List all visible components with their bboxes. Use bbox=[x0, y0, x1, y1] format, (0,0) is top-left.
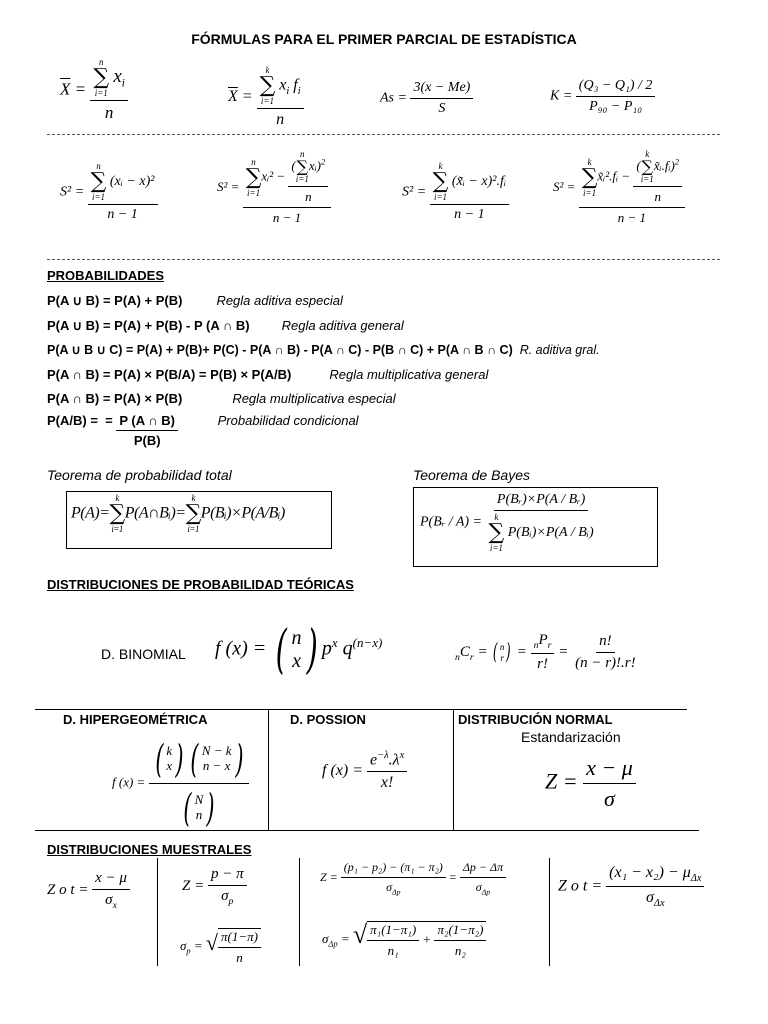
variance-formula-2: S² = n ∑ i=1 xᵢ² − ( n ∑ i=1 xᵢ)$^2$ n n − 1 bbox=[217, 150, 331, 226]
variance-formula-4: S² = k ∑ i=1 x̃ᵢ².fᵢ − ( k ∑ i=1 x̃ᵢ.fᵢ)$^2$ n n − 1 bbox=[553, 150, 685, 226]
conditional-probability: P(A/B) = = $\frac{P (A \cap B)}{P(B)}$ Probabilidad condicional bbox=[47, 413, 359, 448]
table-top-border bbox=[35, 709, 687, 710]
rule-row: P(A ∪ B ∪ C) = P(A) + P(B)+ P(C) - P(A ∩ B) - P(A ∩ C) - P(B ∩ C) + P(A ∩ B ∩ C) R. aditiva gral. bbox=[47, 343, 600, 357]
table-divider bbox=[268, 709, 269, 831]
divider bbox=[47, 134, 720, 135]
muestrales-heading: DISTRIBUCIONES MUESTRALES bbox=[47, 842, 252, 857]
bayes-label: Teorema de Bayes bbox=[413, 467, 530, 483]
variance-formula-3: S² = k ∑ i=1 (x̃ᵢ − x)².fᵢ n − 1 bbox=[402, 162, 509, 223]
z-mean-formula: Z o t = $\frac{x - \mu}{\sigma_x}$ bbox=[47, 870, 130, 911]
binomial-formula: f (x) = ( n x ) $p^x$ $q^{(n-x)}$ bbox=[215, 620, 383, 680]
z-diff-mean-formula: Z o t = $\frac{(x_1 - x_2) - \mu_{\Delta x}}{\sigma_{\Delta x}}$ bbox=[558, 864, 704, 909]
page-title: FÓRMULAS PARA EL PRIMER PARCIAL DE ESTADÍSTICA bbox=[191, 31, 577, 47]
probabilidades-heading: PROBABILIDADES bbox=[47, 268, 165, 283]
table-bottom-border bbox=[35, 830, 699, 831]
table-divider bbox=[453, 709, 454, 831]
rule-row: P(A ∩ B) = P(A) × P(B/A) = P(B) × P(A/B) Regla multiplicativa general bbox=[47, 367, 489, 382]
kurtosis-formula: K = $\frac{\text{(Q₃ − Q₁) / 2}}{\text{P₉₀ − P₁₀}}$ bbox=[550, 78, 655, 115]
normal-subheading: Estandarización bbox=[521, 729, 621, 745]
total-probability-label: Teorema de probabilidad total bbox=[47, 467, 232, 483]
skewness-formula: As = $\frac{3(x - Me)}{S}$ bbox=[380, 80, 473, 117]
variance-formula-1: S² = n ∑ i=1 (xᵢ − x)² n − 1 bbox=[60, 162, 158, 223]
normal-heading: DISTRIBUCIÓN NORMAL bbox=[458, 712, 613, 727]
binomial-label: D. BINOMIAL bbox=[101, 646, 186, 662]
rule-row: P(A ∩ B) = P(A) × P(B) Regla multiplicativa especial bbox=[47, 391, 396, 406]
total-probability-box bbox=[66, 491, 332, 549]
z-diff-proportion-formula: Z = $\frac{\text{(p₁ − p₂) − (π₁ − π₂)}}{\sigma_{\Delta p}}$ = $\frac{\Delta p - \Delta\pi}{\sigma_{\Delta p}}$ bbox=[320, 860, 506, 896]
combination-formula: $_nC_r$ = ( n r ) = $\frac{_nP_r}{r!}$ = $\frac{n!}{(n - r)!.r!}$ bbox=[455, 632, 636, 672]
sigma-p-formula: $\sigma_p$ = √ $\frac{\pi(1-\pi)}{n}$ bbox=[180, 928, 261, 966]
poisson-formula: f (x) = $\frac{e^{-\lambda}.\lambda^x}{x!}$ bbox=[322, 750, 407, 792]
bayes-box bbox=[413, 487, 658, 567]
hypergeometric-heading: D. HIPERGEOMÉTRICA bbox=[63, 712, 208, 727]
hypergeometric-formula: f (x) = ( k x ) ( N − k n − x ) ( N n ) bbox=[112, 737, 249, 830]
poisson-heading: D. POSSION bbox=[290, 712, 366, 727]
rule-row: P(A ∪ B) = P(A) + P(B) Regla aditiva especial bbox=[47, 293, 343, 308]
bayes-formula: P(Bᵣ / A) = P(Bᵣ)×P(A / Bᵣ) k ∑ i=1 P(Bᵢ)×P(A / Bᵢ) bbox=[420, 492, 594, 553]
total-probability-formula: P(A)= k ∑ i=1 P(A∩Bᵢ)= k ∑ i=1 P(Bᵢ)×P(A/Bᵢ) bbox=[71, 493, 285, 534]
column-divider bbox=[299, 858, 300, 966]
mean-simple-formula: $\overline{X}$ = n ∑ i=1 $x_i$ n bbox=[60, 58, 128, 123]
z-proportion-formula: Z = $\frac{p - \pi}{\sigma_p}$ bbox=[182, 866, 247, 907]
sigma-diff-proportion-formula: $\sigma_{\Delta p}$ = √ $\frac{\text{π₁(1−π₁)}}{\text{n₁}}$ + $\frac{\text{π₂(1−π₂)}}{\text{n₂}}$ bbox=[322, 920, 486, 959]
column-divider bbox=[549, 858, 550, 966]
rule-row: P(A ∪ B) = P(A) + P(B) - P (A ∩ B) Regla aditiva general bbox=[47, 318, 404, 333]
column-divider bbox=[157, 858, 158, 966]
mean-weighted-formula: $\overline{X}$ = k ∑ i=1 $x_i$ $f_i$ n bbox=[228, 66, 304, 129]
divider bbox=[47, 259, 720, 260]
distribuciones-heading: DISTRIBUCIONES DE PROBABILIDAD TEÓRICAS bbox=[47, 577, 354, 592]
normal-formula: Z = $\frac{x - \mu}{\sigma}$ bbox=[545, 755, 636, 812]
